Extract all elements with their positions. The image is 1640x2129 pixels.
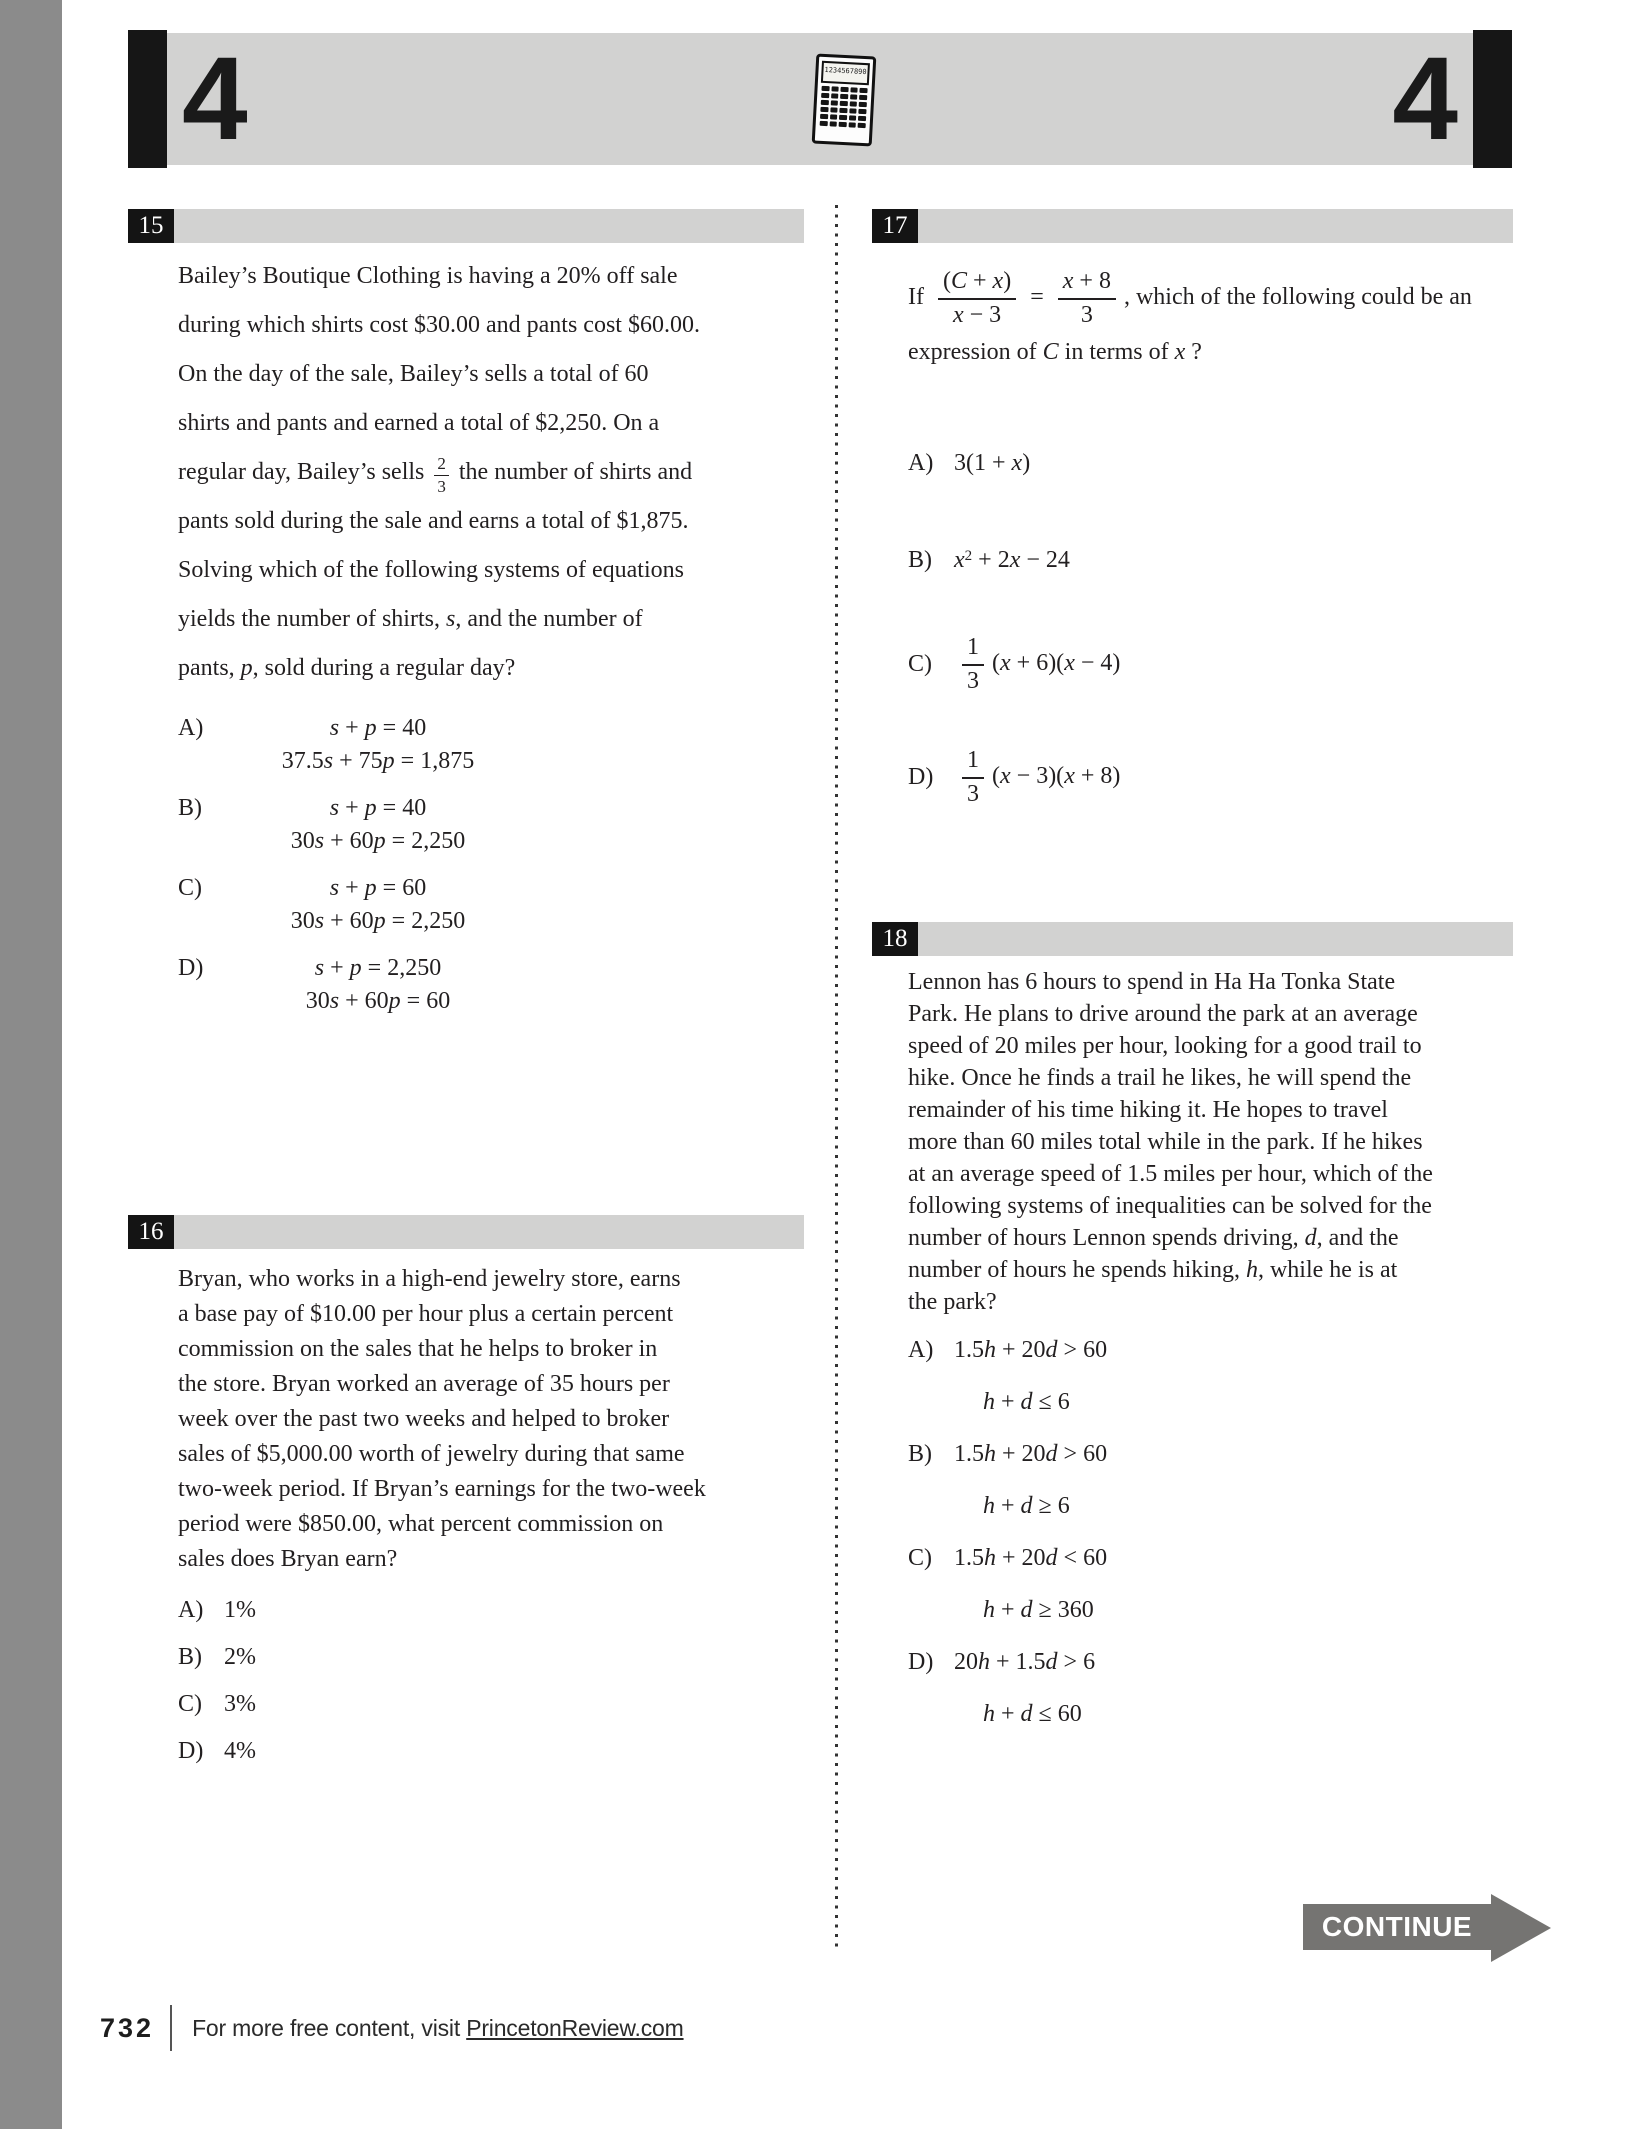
choice-label: A): [178, 715, 204, 741]
choice-15-d: [178, 952, 678, 1018]
choice-label: D): [178, 1738, 204, 1764]
choice-value: 3%: [224, 1691, 256, 1717]
header-right-black-bar: [1473, 30, 1512, 168]
choice-inequality-1: 1.5h + 20d > 60: [954, 1441, 1108, 1467]
footer-divider: [170, 2005, 172, 2051]
choice-inequality-1: 1.5h + 20d < 60: [954, 1545, 1108, 1571]
choice-equation: 37.5s + 75p = 1,875: [281, 748, 475, 774]
choice-15-c: [178, 872, 678, 938]
calculator-icon: [812, 53, 877, 146]
choice-16-d: [178, 1728, 256, 1775]
choice-equation: s + p = 2,250: [314, 955, 442, 981]
choice-expression: $x^2 + 2x - 24$: [954, 547, 1070, 573]
question-15-stem: Bailey’s Boutique Clothing is having a 20% off sale during which shirts cost $30.00 and pants cost $60.00. On the day of the sale, Bailey’s sells a total of 60 shirts and pants and earned a total of $2,250. On a regular day, Bailey’s sells $\frac{2}{3}$ the number of shirts and pants sold during the sale and earns a total of $1,875. Solving which of the following systems of equations yields the number of shirts, s, and the number of pants, p, sold during a regular day?: [178, 263, 700, 681]
choice-label: C): [178, 1691, 202, 1717]
choice-16-c: [178, 1681, 256, 1728]
choice-label: B): [178, 795, 202, 821]
choice-equation: 30s + 60p = 60: [305, 988, 451, 1014]
choice-inequality-1: 1.5h + 20d > 60: [954, 1337, 1108, 1363]
choice-inequality-2: h + d ≥ 6: [983, 1493, 1070, 1519]
choice-inequality-2: h + d ≥ 360: [983, 1597, 1094, 1623]
choice-label: C): [178, 875, 202, 901]
choice-17-a: [908, 450, 1508, 477]
choice-label: D): [908, 764, 934, 791]
choice-label: B): [908, 547, 932, 573]
choice-equation: s + p = 40: [329, 795, 427, 821]
question-18-number: 18: [872, 922, 918, 956]
choice-inequality-1: 20h + 1.5d > 6: [954, 1649, 1096, 1675]
choice-label: A): [178, 1597, 204, 1623]
choice-label: D): [178, 955, 204, 981]
page-edge-strip: [0, 0, 62, 2129]
choice-17-d: [908, 747, 1508, 808]
choice-value: 2%: [224, 1644, 256, 1670]
continue-button[interactable]: [1303, 1893, 1553, 1963]
choice-18-b: [908, 1428, 1508, 1532]
choice-inequality-2: h + d ≤ 60: [983, 1701, 1082, 1727]
footer: [100, 2002, 684, 2054]
footer-text: For more free content, visit PrincetonReview.com: [192, 2014, 684, 2041]
choice-17-b: [908, 547, 1508, 574]
question-17-header-bar: [872, 209, 1513, 243]
choice-value: 4%: [224, 1738, 256, 1764]
question-16-number: 16: [128, 1215, 174, 1249]
choice-17-c: [908, 634, 1508, 695]
continue-label: CONTINUE: [1303, 1904, 1491, 1950]
question-18-header-bar: [872, 922, 1513, 956]
choice-15-a: [178, 712, 678, 778]
question-15-header-bar: [128, 209, 804, 243]
choice-label: C): [908, 1545, 932, 1571]
choice-label: A): [908, 450, 934, 476]
section-number-right: 4: [1392, 33, 1454, 165]
choice-label: B): [908, 1441, 932, 1467]
choice-expression: $\frac{1}{3}$ (x + 6)(x − 4): [954, 634, 1120, 695]
question-17-number: 17: [872, 209, 918, 243]
header-left-black-bar: [128, 30, 167, 168]
choice-16-b: [178, 1634, 256, 1681]
choice-equation: 30s + 60p = 2,250: [290, 828, 466, 854]
section-header-band: [128, 33, 1512, 165]
choice-18-d: [908, 1636, 1508, 1740]
question-18-choices: [908, 1324, 1508, 1740]
choice-16-a: [178, 1587, 256, 1634]
choice-15-b: [178, 792, 678, 858]
question-16-choices: [178, 1587, 256, 1775]
column-divider: [835, 205, 838, 1950]
continue-arrow-icon: [1491, 1894, 1551, 1962]
choice-18-a: [908, 1324, 1508, 1428]
choice-label: D): [908, 1649, 934, 1675]
page-number: 732: [100, 2012, 155, 2043]
choice-label: C): [908, 651, 932, 678]
question-16-header-bar: [128, 1215, 804, 1249]
choice-expression: 3(1 + x): [954, 450, 1031, 476]
section-number-left: 4: [182, 33, 244, 165]
calculator-keys: [820, 86, 868, 128]
choice-value: 1%: [224, 1597, 256, 1623]
choice-equation: s + p = 60: [329, 875, 427, 901]
question-15-number: 15: [128, 209, 174, 243]
choice-expression: $\frac{1}{3}$ (x − 3)(x + 8): [954, 747, 1120, 808]
choice-equation: s + p = 40: [329, 715, 427, 741]
choice-18-c: [908, 1532, 1508, 1636]
choice-equation: 30s + 60p = 2,250: [290, 908, 466, 934]
choice-label: B): [178, 1644, 202, 1670]
choice-inequality-2: h + d ≤ 6: [983, 1389, 1070, 1415]
question-16-stem: Bryan, who works in a high-end jewelry store, earns a base pay of $10.00 per hour plus a certain percent commission on the sales that he helps to broker in the store. Bryan worked an average of 35 hours per week over the past two weeks and helped to broker sales of $5,000.00 worth of jewelry during that same two-week period. If Bryan’s earnings for the two-week period were $850.00, what percent commission on sales does Bryan earn?: [178, 1266, 706, 1572]
calculator-display: 1234567890: [821, 61, 870, 85]
footer-link[interactable]: PrincetonReview.com: [466, 2014, 684, 2041]
question-15-choices: [178, 712, 678, 1032]
choice-label: A): [908, 1337, 934, 1363]
question-18-stem: Lennon has 6 hours to spend in Ha Ha Tonka State Park. He plans to drive around the park at an average speed of 20 miles per hour, looking for a good trail to hike. Once he finds a trail he likes, he will spend the remainder of his time hiking it. He hopes to travel more than 60 miles total while in the park. If he hikes at an average speed of 1.5 miles per hour, which of the following systems of inequalities can be solved for the number of hours Lennon spends driving, d, and the number of hours he spends hiking, h, while he is at the park?: [908, 969, 1433, 1315]
question-17-stem: If $\frac{(C + x)}{x - 3}$ = $\frac{x + 8}{3}$ , which of the following could be an expression of C in terms of x ?: [908, 268, 1472, 366]
question-17-choices: [908, 404, 1508, 808]
